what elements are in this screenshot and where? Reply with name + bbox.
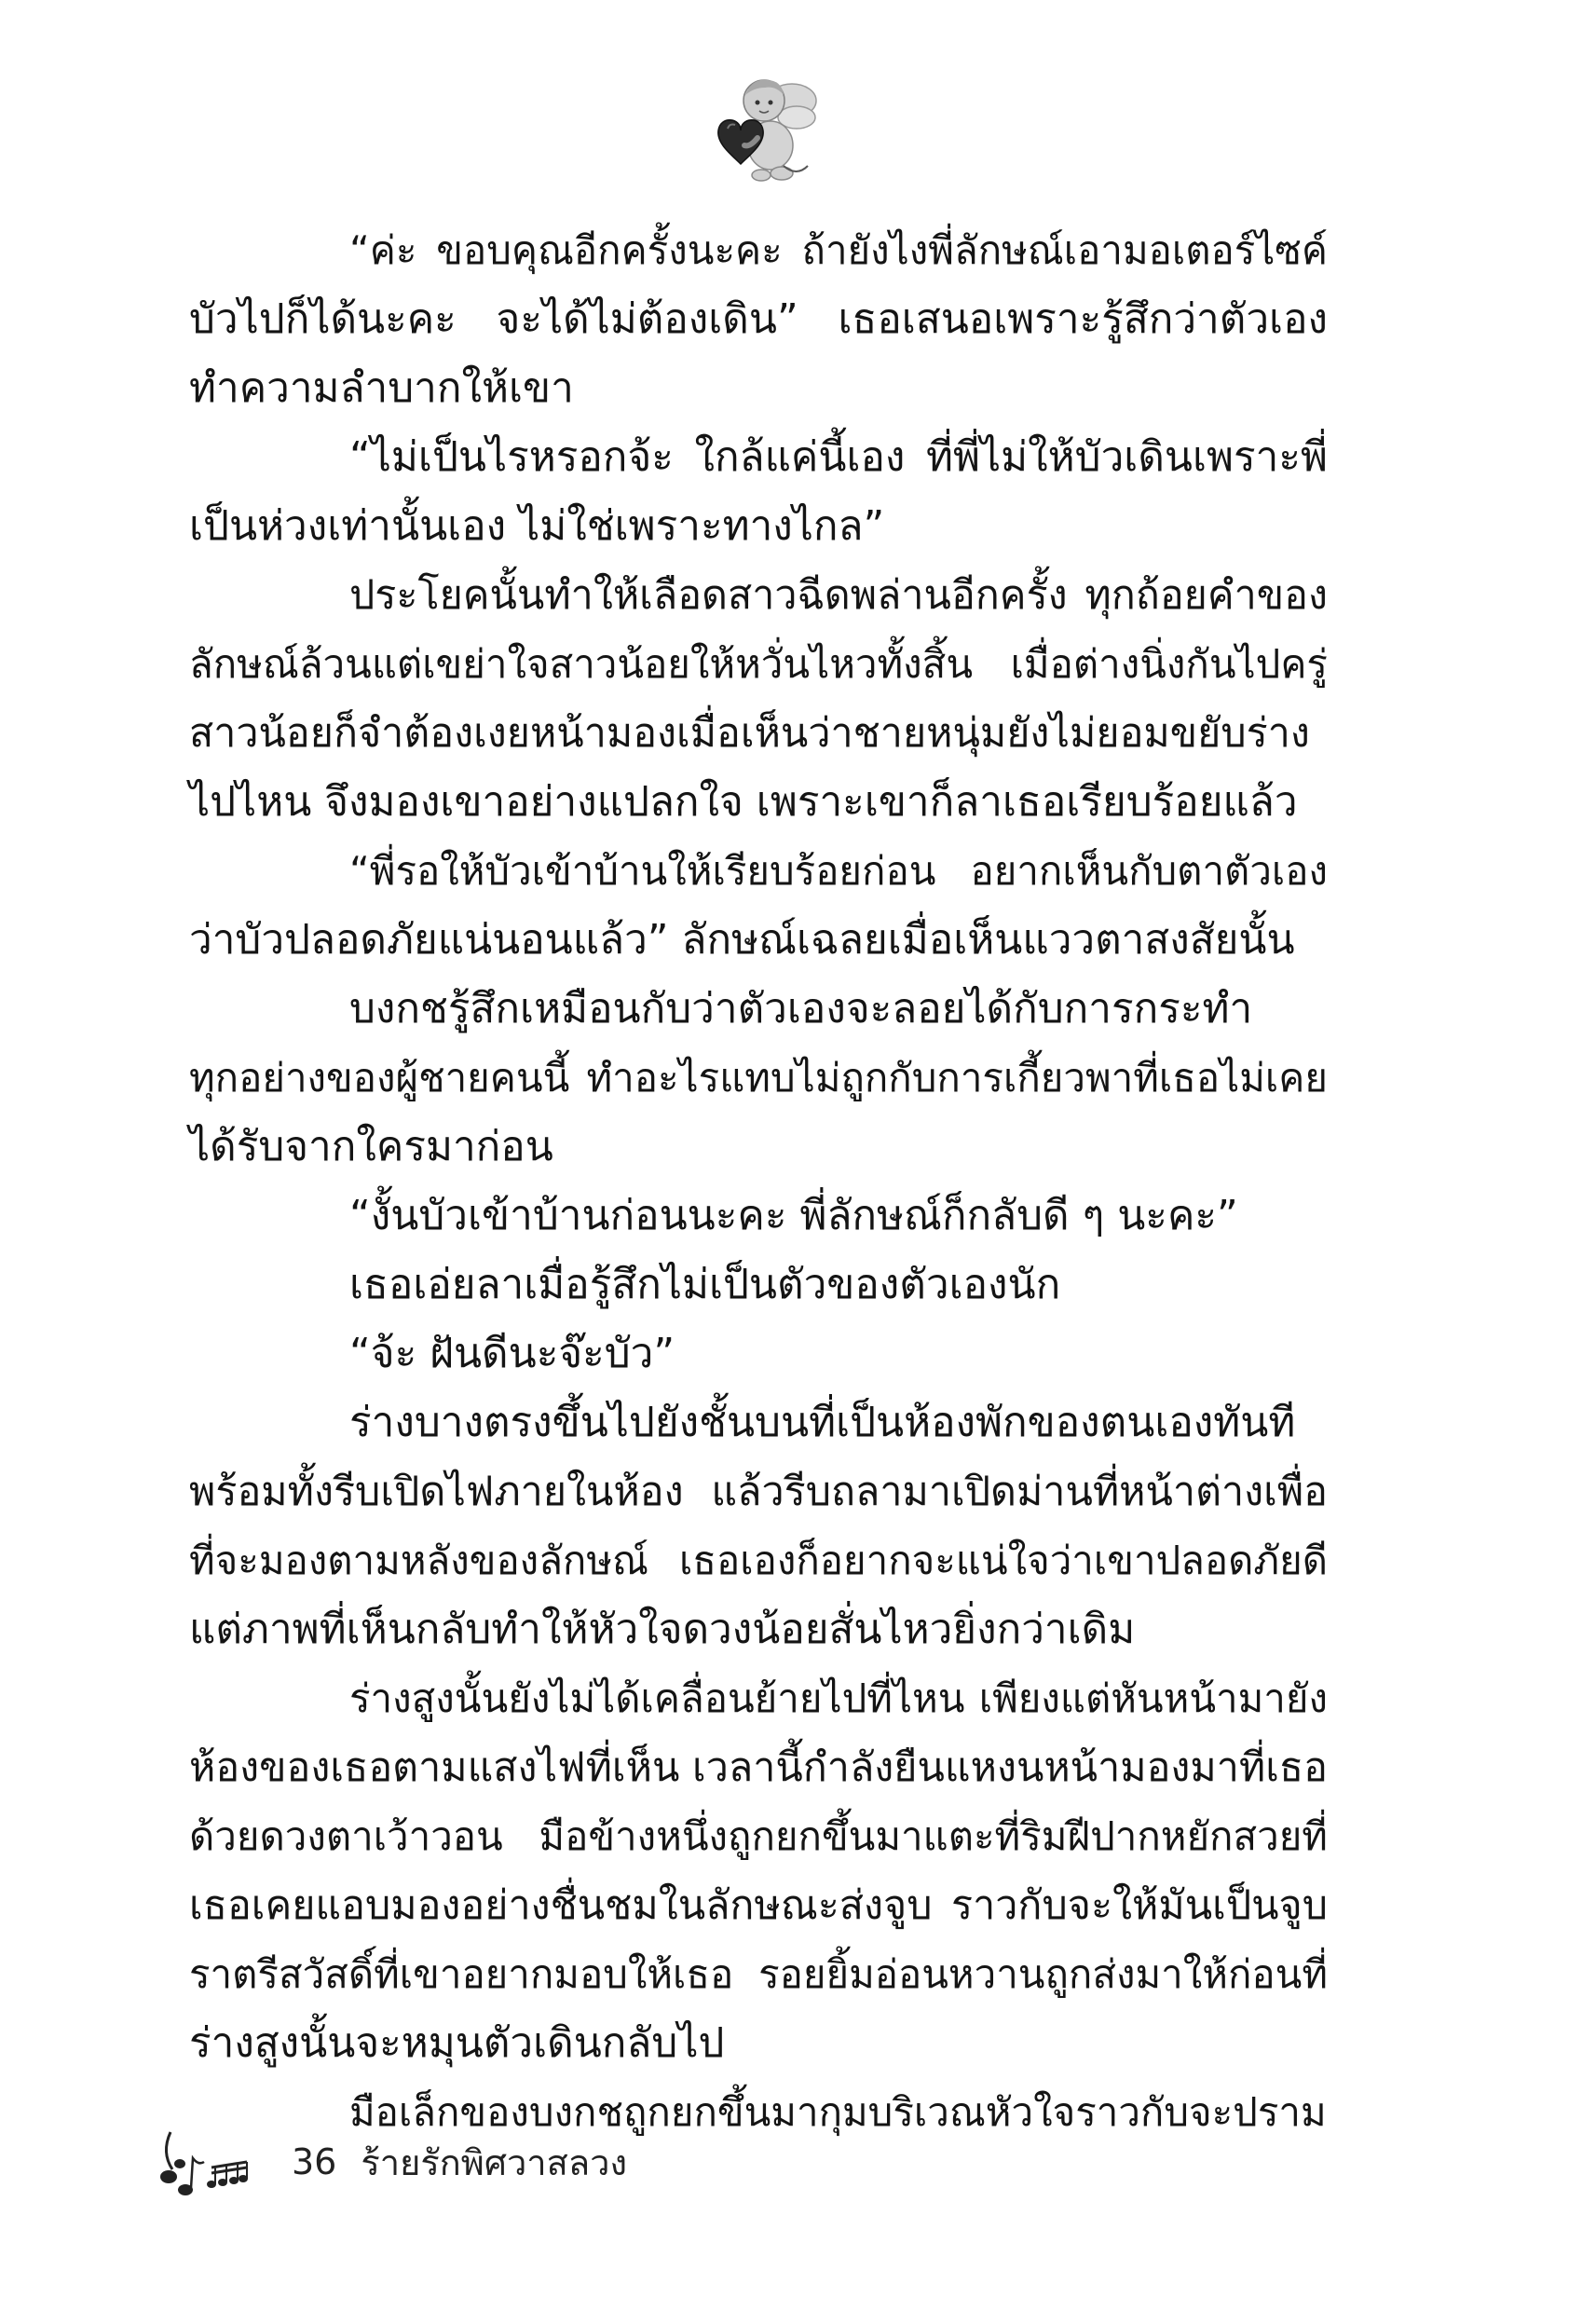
text-line: มือเล็กของบงกชถูกยกขึ้นมากุมบริเวณหัวใจราวกับจะปราม	[349, 2089, 1327, 2135]
text-line: ห้องของเธอตามแสงไฟที่เห็น เวลานี้กำลังยืนแหงนหน้ามองมาที่เธอ	[189, 1744, 1328, 1791]
text-line: แต่ภาพที่เห็นกลับทำให้หัวใจดวงน้อยสั่นไหวยิ่งกว่าเดิม	[189, 1606, 1136, 1653]
text-line: ทำความลำบากให้เขา	[189, 364, 574, 412]
text-line: สาวน้อยก็จำต้องเงยหน้ามองเมื่อเห็นว่าชายหนุ่มยังไม่ยอมขยับร่าง	[189, 710, 1310, 757]
text-line: เธอเอ่ยลาเมื่อรู้สึกไม่เป็นตัวของตัวเองนัก	[349, 1261, 1061, 1308]
text-line: ราตรีสวัสดิ์ที่เขาอยากมอบให้เธอ รอยยิ้มอ่อนหวานถูกส่งมาให้ก่อนที่	[189, 1951, 1328, 1997]
text-line: ร่างสูงนั้นยังไม่ได้เคลื่อนย้ายไปที่ไหน เพียงแต่หันหน้ามายัง	[349, 1675, 1328, 1721]
text-line: “พี่รอให้บัวเข้าบ้านให้เรียบร้อยก่อน อยากเห็นกับตาตัวเอง	[349, 848, 1328, 894]
text-line: เป็นห่วงเท่านั้นเอง ไม่ใช่เพราะทางไกล”	[189, 502, 885, 550]
text-line: “ค่ะ ขอบคุณอีกครั้งนะคะ ถ้ายังไงพี่ลักษณ์เอามอเตอร์ไซค์	[349, 227, 1328, 273]
text-line: “งั้นบัวเข้าบ้านก่อนนะคะ พี่ลักษณ์ก็กลับดี ๆ นะคะ”	[349, 1192, 1238, 1239]
text-line: ว่าบัวปลอดภัยแน่นอนแล้ว” ลักษณ์เฉลยเมื่อเห็นแววตาสงสัยนั้น	[189, 916, 1295, 964]
page-number: 36	[292, 2141, 337, 2182]
text-line: ไปไหน จึงมองเขาอย่างแปลกใจ เพราะเขาก็ลาเธอเรียบร้อยแล้ว	[189, 778, 1298, 826]
text-line: ประโยคนั้นทำให้เลือดสาวฉีดพล่านอีกครั้ง ทุกถ้อยคำของ	[349, 572, 1328, 619]
chapter-text	[189, 216, 1328, 2147]
book-title: ร้ายรักพิศวาสลวง	[361, 2141, 628, 2183]
text-line: ลักษณ์ล้วนแต่เขย่าใจสาวน้อยให้หวั่นไหวทั้งสิ้น เมื่อต่างนิ่งกันไปครู่	[189, 641, 1328, 687]
text-line: ได้รับจากใครมาก่อน	[189, 1123, 553, 1170]
text-line: บัวไปก็ได้นะคะ จะได้ไม่ต้องเดิน” เธอเสนอเพราะรู้สึกว่าตัวเอง	[189, 295, 1328, 343]
text-line: “ไม่เป็นไรหรอกจ้ะ ใกล้แค่นี้เอง ที่พี่ไม่ให้บัวเดินเพราะพี่	[349, 433, 1328, 481]
text-line: ร่างสูงนั้นจะหมุนตัวเดินกลับไป	[189, 2019, 725, 2067]
text-line: ที่จะมองตามหลังของลักษณ์ เธอเองก็อยากจะแน่ใจว่าเขาปลอดภัยดี	[189, 1538, 1328, 1583]
text-line: ร่างบางตรงขึ้นไปยังชั้นบนที่เป็นห้องพักของตนเองทันที	[349, 1399, 1296, 1446]
text-line: เธอเคยแอบมองอย่างชื่นชมในลักษณะส่งจูบ ราวกับจะให้มันเป็นจูบ	[189, 1882, 1328, 1929]
page-footer	[154, 2125, 627, 2199]
text-line: ทุกอย่างของผู้ชายคนนี้ ทำอะไรแทบไม่ถูกกับการเกี้ยวพาที่เธอไม่เคย	[189, 1055, 1328, 1101]
music-notes-icon	[154, 2125, 266, 2199]
cupid-heart-ornament-icon	[703, 73, 825, 185]
text-line: “จ้ะ ฝันดีนะจ๊ะบัว”	[349, 1330, 675, 1377]
text-line: ด้วยดวงตาเว้าวอน มือข้างหนึ่งถูกยกขึ้นมาแตะที่ริมฝีปากหยักสวยที่	[189, 1813, 1328, 1859]
text-line: พร้อมทั้งรีบเปิดไฟภายในห้อง แล้วรีบถลามาเปิดม่านที่หน้าต่างเพื่อ	[189, 1469, 1328, 1515]
text-line: บงกชรู้สึกเหมือนกับว่าตัวเองจะลอยได้กับการกระทำ	[349, 985, 1253, 1032]
